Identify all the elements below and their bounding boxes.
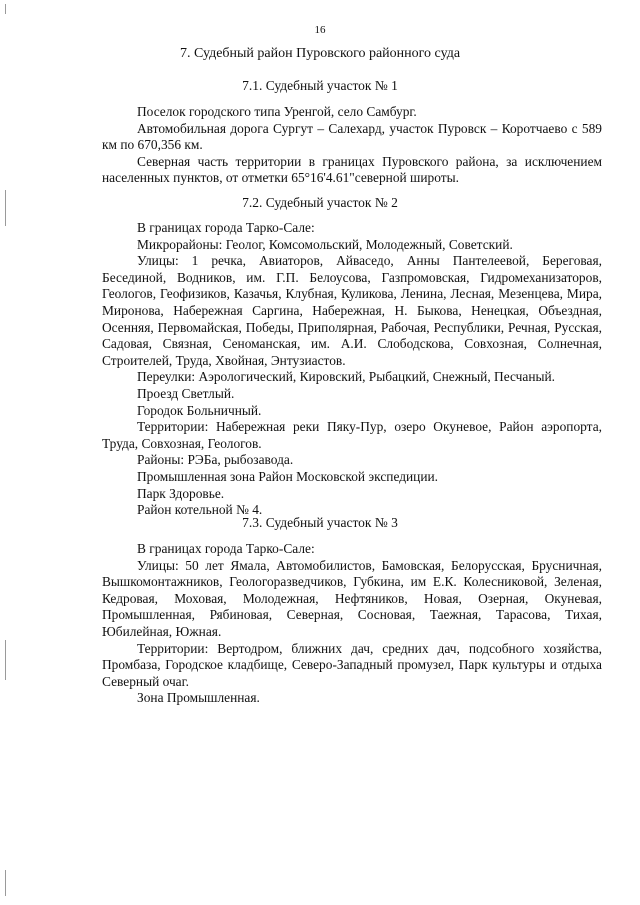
subsection-title-1: 7.1. Судебный участок № 1 (242, 78, 398, 93)
paragraph: Переулки: Аэрологический, Кировский, Рыбацкий, Снежный, Песчаный. (137, 369, 556, 385)
subsection-body-1 (102, 104, 602, 187)
scan-margin-mark (5, 4, 6, 14)
paragraph: Район котельной № 4. (137, 502, 263, 518)
paragraph: Улицы: 1 речка, Авиаторов, Айваседо, Анны Пантелеевой, Береговая, Бесединой, Водников, им. Г.П. Белоусова, Газпромовская, Гидромеханизаторов, Геологов, Геофизиков, Казачья, Клубная, Куликова, Ленина, Лесная, Мезенцева, Мира, Миронова, Набережная Саргина, Набережная, Н. Быкова, Ненецкая, Объездная, Осенняя, Первомайская, Победы, Приполярная, Рабочая, Республики, Речная, Русская, Садовая, Связная, Сеноманская, им. А.И. Слободскова, Совхозная, Солнечная, Строителей, Труда, Хвойная, Энтузиастов. (102, 253, 602, 368)
paragraph: Улицы: 50 лет Ямала, Автомобилистов, Бамовская, Белорусская, Брусничная, Вышкомонтажников, Геологоразведчиков, Губкина, им Е.К. Колесниковой, Зеленая, Кедровая, Моховая, Молодежная, Нефтяников, Новая, Озерная, Окуневая, Промышленная, Рябиновая, Северная, Сосновая, Таежная, Тарасова, Тихая, Юбилейная, Южная. (102, 557, 602, 639)
paragraph: Парк Здоровье. (137, 485, 225, 501)
paragraph: Поселок городского типа Уренгой, село Самбург. (137, 104, 417, 119)
paragraph: Микрорайоны: Геолог, Комсомольский, Молодежный, Советский. (137, 236, 513, 252)
paragraph: В границах города Тарко-Сале: (137, 220, 315, 235)
section-title: 7. Судебный район Пуровского районного суда (179, 46, 461, 61)
paragraph: Автомобильная дорога Сургут – Салехард, участок Пуровск – Коротчаево с 589 км по 670,356 км. (102, 120, 602, 153)
paragraph: Территории: Вертодром, ближних дач, средних дач, подсобного хозяйства, Промбаза, Городское кладбище, Северо-Западный промузел, Парк культуры и отдыха Северный очаг. (102, 640, 602, 689)
subsection-title-3: 7.3. Судебный участок № 3 (242, 515, 398, 530)
paragraph: Проезд Светлый. (137, 385, 235, 401)
paragraph: Территории: Набережная реки Пяку-Пур, озеро Окуневое, Район аэропорта, Труда, Совхозная, Геологов. (102, 419, 602, 451)
paragraph: Промышленная зона Район Московской экспедиции. (137, 468, 439, 484)
scan-margin-mark (5, 640, 6, 680)
paragraph: Зона Промышленная. (137, 690, 260, 706)
paragraph: В границах города Тарко-Сале: (137, 541, 315, 556)
scan-margin-mark (5, 870, 6, 896)
subsection-body-2 (102, 220, 602, 519)
subsection-title-2: 7.2. Судебный участок № 2 (242, 195, 398, 210)
paragraph: Северная часть территории в границах Пуровского района, за исключением населенных пунктов, от отметки 65°16'4.61"северной широты. (102, 153, 602, 186)
subsection-body-3 (102, 541, 602, 707)
page-number: 16 (314, 24, 326, 36)
paragraph: Городок Больничный. (137, 402, 262, 418)
paragraph: Районы: РЭБа, рыбозавода. (137, 452, 294, 468)
